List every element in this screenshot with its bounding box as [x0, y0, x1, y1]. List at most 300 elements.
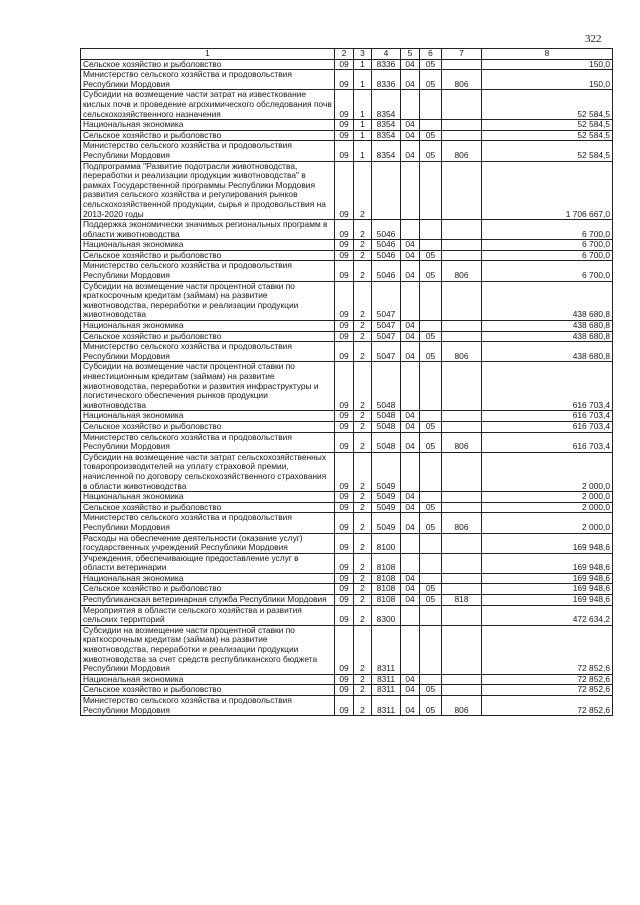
table-row	[81, 685, 613, 696]
expense-type-code	[442, 492, 482, 503]
section-code: 09	[335, 625, 354, 674]
section-code: 09	[335, 492, 354, 503]
expense-type-code	[442, 452, 482, 491]
subprogram-code: 1	[354, 70, 372, 90]
section-code: 09	[335, 281, 354, 320]
subprogram-code: 2	[354, 321, 372, 332]
row-name: Национальная экономика	[81, 674, 335, 685]
section-code: 09	[335, 421, 354, 432]
subsection-code: 05	[420, 584, 442, 595]
subsection-code	[420, 281, 442, 320]
amount: 169 948,6	[482, 533, 613, 553]
table-row	[81, 584, 613, 595]
subsection-code: 05	[420, 59, 442, 70]
header-cell: 1	[81, 49, 335, 60]
chapter-code: 04	[401, 696, 420, 716]
row-name: Национальная экономика	[81, 321, 335, 332]
expense-type-code	[442, 502, 482, 513]
table-row	[81, 120, 613, 131]
header-cell: 3	[354, 49, 372, 60]
amount: 616 703,4	[482, 411, 613, 422]
subprogram-code: 2	[354, 674, 372, 685]
table-row	[81, 533, 613, 553]
chapter-code	[401, 553, 420, 573]
subsection-code: 05	[420, 331, 442, 342]
subsection-code: 05	[420, 261, 442, 281]
subsection-code	[420, 553, 442, 573]
section-code: 09	[335, 502, 354, 513]
table-row	[81, 502, 613, 513]
expense-type-code	[442, 321, 482, 332]
expense-type-code	[442, 220, 482, 240]
table-row	[81, 250, 613, 261]
expense-type-code: 806	[442, 513, 482, 533]
chapter-code: 04	[401, 573, 420, 584]
section-code: 09	[335, 59, 354, 70]
row-name: Национальная экономика	[81, 492, 335, 503]
subprogram-code: 1	[354, 141, 372, 161]
target-article-code: 8108	[372, 595, 401, 606]
chapter-code	[401, 281, 420, 320]
expense-type-code	[442, 573, 482, 584]
amount: 472 634,2	[482, 605, 613, 625]
section-code: 09	[335, 70, 354, 90]
section-code: 09	[335, 553, 354, 573]
subsection-code	[420, 452, 442, 491]
subsection-code	[420, 161, 442, 220]
section-code: 09	[335, 362, 354, 411]
expense-type-code	[442, 90, 482, 120]
expense-type-code: 806	[442, 261, 482, 281]
subprogram-code: 2	[354, 492, 372, 503]
amount: 2 000,0	[482, 513, 613, 533]
subprogram-code: 2	[354, 411, 372, 422]
amount: 52 584,5	[482, 130, 613, 141]
target-article-code	[372, 161, 401, 220]
target-article-code: 8311	[372, 696, 401, 716]
section-code: 09	[335, 584, 354, 595]
subprogram-code: 2	[354, 533, 372, 553]
expense-type-code	[442, 584, 482, 595]
chapter-code	[401, 220, 420, 240]
amount: 150,0	[482, 59, 613, 70]
subprogram-code: 1	[354, 59, 372, 70]
subprogram-code: 2	[354, 696, 372, 716]
target-article-code: 5046	[372, 250, 401, 261]
expense-type-code: 818	[442, 595, 482, 606]
row-name: Субсидии на возмещение части процентной ставки по краткосрочным кредитам (займам) на развитие животноводства, переработки и реализации продукции животноводства	[81, 281, 335, 320]
subprogram-code: 2	[354, 685, 372, 696]
section-code: 09	[335, 240, 354, 251]
section-code: 09	[335, 573, 354, 584]
target-article-code: 8108	[372, 573, 401, 584]
row-name: Министерство сельского хозяйства и продовольствия Республики Мордовия	[81, 342, 335, 362]
amount: 169 948,6	[482, 584, 613, 595]
target-article-code: 5047	[372, 342, 401, 362]
row-name: Национальная экономика	[81, 120, 335, 131]
section-code: 09	[335, 432, 354, 452]
section-code: 09	[335, 452, 354, 491]
table-row	[81, 553, 613, 573]
table-row	[81, 59, 613, 70]
subprogram-code: 2	[354, 573, 372, 584]
amount: 2 000,0	[482, 492, 613, 503]
target-article-code: 5046	[372, 261, 401, 281]
expense-type-code	[442, 362, 482, 411]
table-row	[81, 595, 613, 606]
row-name: Республиканская ветеринарная служба Республики Мордовия	[81, 595, 335, 606]
table-row	[81, 411, 613, 422]
target-article-code: 5047	[372, 331, 401, 342]
target-article-code: 8300	[372, 605, 401, 625]
chapter-code: 04	[401, 141, 420, 161]
target-article-code: 5048	[372, 432, 401, 452]
amount: 2 000,0	[482, 502, 613, 513]
expense-type-code	[442, 533, 482, 553]
row-name: Учреждения, обеспечивающие предоставление услуг в области ветеринарии	[81, 553, 335, 573]
expense-type-code	[442, 605, 482, 625]
subprogram-code: 2	[354, 605, 372, 625]
subsection-code: 05	[420, 250, 442, 261]
row-name: Национальная экономика	[81, 411, 335, 422]
section-code: 09	[335, 130, 354, 141]
expense-type-code	[442, 281, 482, 320]
target-article-code: 8311	[372, 674, 401, 685]
amount: 6 700,0	[482, 240, 613, 251]
chapter-code	[401, 362, 420, 411]
section-code: 09	[335, 605, 354, 625]
chapter-code	[401, 90, 420, 120]
amount: 72 852,6	[482, 625, 613, 674]
row-name: Сельское хозяйство и рыболовство	[81, 59, 335, 70]
table-row	[81, 432, 613, 452]
chapter-code: 04	[401, 685, 420, 696]
row-name: Подпрограмма "Развитие подотрасли животноводства, переработки и реализации продукции животноводства" в рамках Государственной программы Республики Мордовия развития сельского хозяйства и регулирования рынков сельскохозяйственной продукции, сырья и продовольствия на 2013-2020 годы	[81, 161, 335, 220]
chapter-code: 04	[401, 321, 420, 332]
row-name: Национальная экономика	[81, 240, 335, 251]
expense-type-code: 806	[442, 141, 482, 161]
target-article-code: 8354	[372, 141, 401, 161]
chapter-code: 04	[401, 513, 420, 533]
expense-type-code	[442, 120, 482, 131]
section-code: 09	[335, 342, 354, 362]
expense-type-code: 806	[442, 342, 482, 362]
table-row	[81, 605, 613, 625]
target-article-code: 5049	[372, 513, 401, 533]
subsection-code	[420, 120, 442, 131]
table-row	[81, 696, 613, 716]
header-cell: 2	[335, 49, 354, 60]
chapter-code: 04	[401, 584, 420, 595]
table-row	[81, 492, 613, 503]
target-article-code: 8311	[372, 625, 401, 674]
target-article-code: 8354	[372, 90, 401, 120]
chapter-code	[401, 161, 420, 220]
amount: 6 700,0	[482, 250, 613, 261]
page-number: 322	[585, 33, 602, 45]
expense-type-code: 806	[442, 432, 482, 452]
target-article-code: 8336	[372, 59, 401, 70]
amount: 616 703,4	[482, 362, 613, 411]
target-article-code: 5049	[372, 492, 401, 503]
section-code: 09	[335, 411, 354, 422]
table-row	[81, 674, 613, 685]
table-row	[81, 625, 613, 674]
row-name: Сельское хозяйство и рыболовство	[81, 250, 335, 261]
subprogram-code: 2	[354, 342, 372, 362]
section-code: 09	[335, 250, 354, 261]
chapter-code: 04	[401, 130, 420, 141]
row-name: Субсидии на возмещение части затрат на известкование кислых почв и проведение агрохимического обследования почв сельскохозяйственного назначения	[81, 90, 335, 120]
subsection-code: 05	[420, 421, 442, 432]
row-name: Сельское хозяйство и рыболовство	[81, 421, 335, 432]
section-code: 09	[335, 141, 354, 161]
subsection-code	[420, 573, 442, 584]
target-article-code: 5048	[372, 362, 401, 411]
target-article-code: 8354	[372, 120, 401, 131]
subprogram-code: 2	[354, 261, 372, 281]
amount: 72 852,6	[482, 696, 613, 716]
subsection-code	[420, 90, 442, 120]
chapter-code: 04	[401, 120, 420, 131]
chapter-code: 04	[401, 595, 420, 606]
target-article-code: 5046	[372, 240, 401, 251]
subprogram-code: 2	[354, 553, 372, 573]
subprogram-code: 2	[354, 513, 372, 533]
table-row	[81, 261, 613, 281]
expense-type-code: 806	[442, 696, 482, 716]
row-name: Министерство сельского хозяйства и продовольствия Республики Мордовия	[81, 513, 335, 533]
table-row	[81, 281, 613, 320]
table-row	[81, 452, 613, 491]
table-row	[81, 321, 613, 332]
target-article-code: 5049	[372, 452, 401, 491]
section-code: 09	[335, 321, 354, 332]
row-name: Субсидии на возмещение части затрат сельскохозяйственных товаропроизводителей на уплату страховой премии, начисленной по договору сельскохозяйственного страхования в области животноводства	[81, 452, 335, 491]
row-name: Сельское хозяйство и рыболовство	[81, 685, 335, 696]
amount: 616 703,4	[482, 432, 613, 452]
subsection-code: 05	[420, 432, 442, 452]
amount: 438 680,8	[482, 342, 613, 362]
chapter-code: 04	[401, 674, 420, 685]
expense-type-code	[442, 553, 482, 573]
subsection-code	[420, 605, 442, 625]
chapter-code: 04	[401, 331, 420, 342]
target-article-code: 8311	[372, 685, 401, 696]
header-cell: 6	[420, 49, 442, 60]
chapter-code	[401, 533, 420, 553]
chapter-code: 04	[401, 502, 420, 513]
row-name: Сельское хозяйство и рыболовство	[81, 502, 335, 513]
section-code: 09	[335, 595, 354, 606]
amount: 438 680,8	[482, 281, 613, 320]
section-code: 09	[335, 674, 354, 685]
subsection-code	[420, 625, 442, 674]
subsection-code: 05	[420, 595, 442, 606]
subsection-code: 05	[420, 502, 442, 513]
subprogram-code: 2	[354, 502, 372, 513]
table-row	[81, 161, 613, 220]
chapter-code: 04	[401, 421, 420, 432]
expense-type-code	[442, 59, 482, 70]
subprogram-code: 1	[354, 120, 372, 131]
amount: 438 680,8	[482, 331, 613, 342]
row-name: Министерство сельского хозяйства и продовольствия Республики Мордовия	[81, 141, 335, 161]
chapter-code: 04	[401, 492, 420, 503]
amount: 6 700,0	[482, 261, 613, 281]
subsection-code	[420, 411, 442, 422]
amount: 1 706 667,0	[482, 161, 613, 220]
expense-type-code	[442, 625, 482, 674]
section-code: 09	[335, 120, 354, 131]
amount: 169 948,6	[482, 595, 613, 606]
section-code: 09	[335, 161, 354, 220]
subsection-code	[420, 240, 442, 251]
chapter-code: 04	[401, 70, 420, 90]
header-cell: 5	[401, 49, 420, 60]
table-row	[81, 342, 613, 362]
target-article-code: 8336	[372, 70, 401, 90]
subsection-code: 05	[420, 70, 442, 90]
amount: 169 948,6	[482, 553, 613, 573]
table-body	[81, 59, 613, 716]
target-article-code: 8100	[372, 533, 401, 553]
subsection-code	[420, 492, 442, 503]
section-code: 09	[335, 533, 354, 553]
chapter-code	[401, 452, 420, 491]
expense-type-code	[442, 331, 482, 342]
target-article-code: 8354	[372, 130, 401, 141]
target-article-code: 5046	[372, 220, 401, 240]
subsection-code	[420, 362, 442, 411]
subsection-code: 05	[420, 141, 442, 161]
subsection-code	[420, 674, 442, 685]
subprogram-code: 2	[354, 432, 372, 452]
subprogram-code: 1	[354, 90, 372, 120]
section-code: 09	[335, 90, 354, 120]
subprogram-code: 1	[354, 130, 372, 141]
subsection-code	[420, 220, 442, 240]
amount: 72 852,6	[482, 674, 613, 685]
subprogram-code: 2	[354, 331, 372, 342]
chapter-code: 04	[401, 342, 420, 362]
chapter-code	[401, 625, 420, 674]
amount: 6 700,0	[482, 220, 613, 240]
row-name: Министерство сельского хозяйства и продовольствия Республики Мордовия	[81, 432, 335, 452]
target-article-code: 5049	[372, 502, 401, 513]
subprogram-code: 2	[354, 625, 372, 674]
row-name: Министерство сельского хозяйства и продовольствия Республики Мордовия	[81, 696, 335, 716]
chapter-code: 04	[401, 250, 420, 261]
amount: 52 584,5	[482, 90, 613, 120]
chapter-code: 04	[401, 59, 420, 70]
target-article-code: 8108	[372, 584, 401, 595]
header-row	[81, 49, 613, 60]
section-code: 09	[335, 331, 354, 342]
chapter-code: 04	[401, 432, 420, 452]
subprogram-code: 2	[354, 452, 372, 491]
table-row	[81, 141, 613, 161]
header-cell: 8	[482, 49, 613, 60]
row-name: Мероприятия в области сельского хозяйства и развития сельских территорий	[81, 605, 335, 625]
subprogram-code: 2	[354, 421, 372, 432]
section-code: 09	[335, 685, 354, 696]
subprogram-code: 2	[354, 240, 372, 251]
subsection-code	[420, 533, 442, 553]
row-name: Сельское хозяйство и рыболовство	[81, 584, 335, 595]
row-name: Субсидии на возмещение части процентной ставки по инвестиционным кредитам (займам) на развитие животноводства, переработки и развития инфраструктуры и логистического обеспечения рынков продукции животноводства	[81, 362, 335, 411]
subsection-code: 05	[420, 130, 442, 141]
table-row	[81, 513, 613, 533]
row-name: Поддержка экономически значимых региональных программ в области животноводства	[81, 220, 335, 240]
chapter-code: 04	[401, 261, 420, 281]
chapter-code	[401, 605, 420, 625]
table-row	[81, 70, 613, 90]
table-row	[81, 90, 613, 120]
amount: 616 703,4	[482, 421, 613, 432]
row-name: Национальная экономика	[81, 573, 335, 584]
subprogram-code: 2	[354, 584, 372, 595]
subprogram-code: 2	[354, 161, 372, 220]
expense-type-code	[442, 161, 482, 220]
amount: 2 000,0	[482, 452, 613, 491]
row-name: Сельское хозяйство и рыболовство	[81, 130, 335, 141]
row-name: Расходы на обеспечение деятельности (оказание услуг) государственных учреждений Республики Мордовия	[81, 533, 335, 553]
table-row	[81, 362, 613, 411]
section-code: 09	[335, 513, 354, 533]
subprogram-code: 2	[354, 281, 372, 320]
target-article-code: 5048	[372, 421, 401, 432]
amount: 150,0	[482, 70, 613, 90]
target-article-code: 5048	[372, 411, 401, 422]
table-row	[81, 421, 613, 432]
subsection-code: 05	[420, 513, 442, 533]
amount: 72 852,6	[482, 685, 613, 696]
chapter-code: 04	[401, 240, 420, 251]
row-name: Министерство сельского хозяйства и продовольствия Республики Мордовия	[81, 70, 335, 90]
row-name: Министерство сельского хозяйства и продовольствия Республики Мордовия	[81, 261, 335, 281]
amount: 52 584,5	[482, 120, 613, 131]
expense-type-code	[442, 674, 482, 685]
chapter-code: 04	[401, 411, 420, 422]
subsection-code: 05	[420, 696, 442, 716]
section-code: 09	[335, 220, 354, 240]
amount: 438 680,8	[482, 321, 613, 332]
section-code: 09	[335, 696, 354, 716]
target-article-code: 8108	[372, 553, 401, 573]
expense-type-code	[442, 130, 482, 141]
expense-type-code	[442, 240, 482, 251]
header-cell: 4	[372, 49, 401, 60]
subsection-code: 05	[420, 342, 442, 362]
subprogram-code: 2	[354, 595, 372, 606]
table-row	[81, 220, 613, 240]
subsection-code: 05	[420, 685, 442, 696]
budget-table	[80, 48, 613, 716]
table-row	[81, 130, 613, 141]
subprogram-code: 2	[354, 220, 372, 240]
expense-type-code	[442, 411, 482, 422]
expense-type-code: 806	[442, 70, 482, 90]
target-article-code: 5047	[372, 281, 401, 320]
subprogram-code: 2	[354, 250, 372, 261]
header-cell: 7	[442, 49, 482, 60]
expense-type-code	[442, 250, 482, 261]
row-name: Сельское хозяйство и рыболовство	[81, 331, 335, 342]
table-row	[81, 240, 613, 251]
section-code: 09	[335, 261, 354, 281]
target-article-code: 5047	[372, 321, 401, 332]
